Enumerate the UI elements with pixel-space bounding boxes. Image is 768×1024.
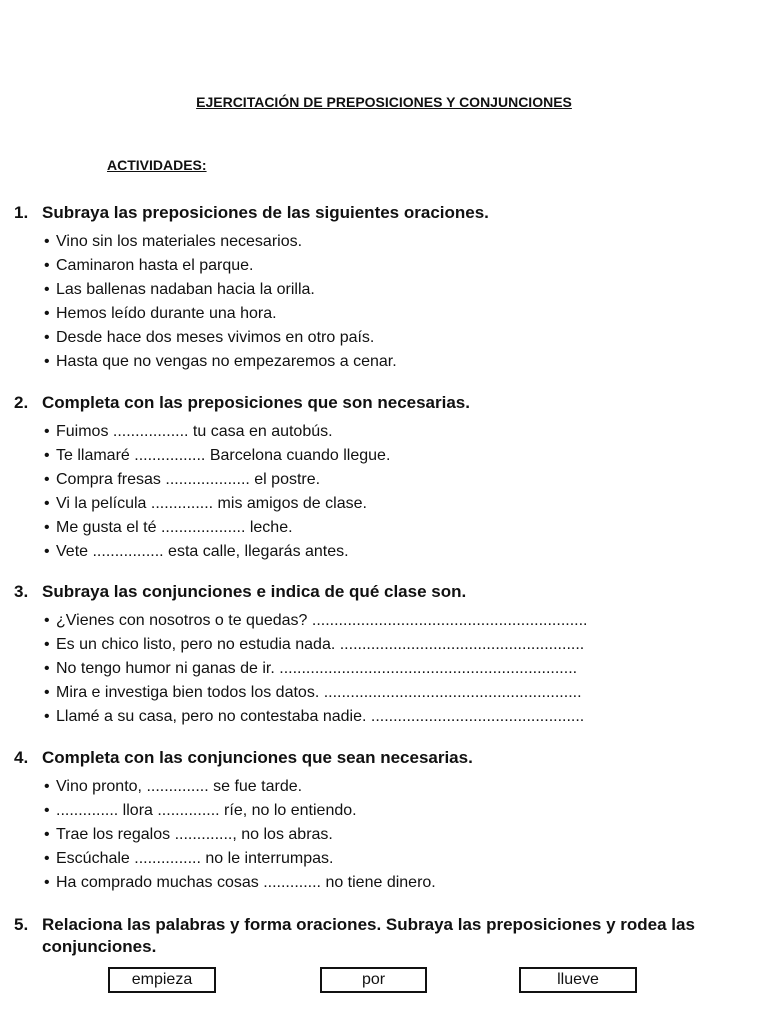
section-instruction: Completa con las conjunciones que sean necesarias.: [42, 748, 473, 767]
list-item: • Mira e investiga bien todos los datos. ..........................................................: [44, 681, 754, 705]
list-item: • Vino pronto, .............. se fue tarde.: [44, 775, 754, 799]
list-item: • No tengo humor ni ganas de ir. ...................................................................: [44, 657, 754, 681]
bullet-icon: •: [44, 257, 50, 274]
exercise-list: [14, 775, 754, 895]
section-heading: [14, 914, 754, 958]
list-item: • Hemos leído durante una hora.: [44, 302, 754, 326]
list-item: • Me gusta el té ................... leche.: [44, 516, 754, 540]
activities-label: ACTIVIDADES:: [107, 157, 207, 173]
list-item: • Trae los regalos ............., no los abras.: [44, 823, 754, 847]
bullet-icon: •: [44, 708, 50, 725]
bullet-icon: •: [44, 305, 50, 322]
list-item: • Compra fresas ................... el postre.: [44, 468, 754, 492]
page-title: EJERCITACIÓN DE PREPOSICIONES Y CONJUNCIONES: [196, 94, 572, 110]
list-item: • Te llamaré ................ Barcelona cuando llegue.: [44, 444, 754, 468]
section-number: 3.: [14, 582, 29, 601]
bullet-icon: •: [44, 874, 50, 891]
list-item: • Vete ................ esta calle, llegarás antes.: [44, 540, 754, 564]
section-number: 4.: [14, 748, 29, 767]
list-item: • Escúchale ............... no le interrumpas.: [44, 847, 754, 871]
bullet-icon: •: [44, 802, 50, 819]
bullet-icon: •: [44, 826, 50, 843]
section-heading: [14, 202, 754, 224]
list-item: • Desde hace dos meses vivimos en otro país.: [44, 326, 754, 350]
bullet-icon: •: [44, 543, 50, 560]
list-item: • .............. llora .............. ríe, no lo entiendo.: [44, 799, 754, 823]
section-number: 2.: [14, 393, 29, 412]
bullet-icon: •: [44, 329, 50, 346]
bullet-icon: •: [44, 660, 50, 677]
section-1: [14, 202, 754, 374]
bullet-icon: •: [44, 447, 50, 464]
section-number: 5.: [14, 915, 29, 934]
bullet-icon: •: [44, 423, 50, 440]
bullet-icon: •: [44, 850, 50, 867]
bullet-icon: •: [44, 684, 50, 701]
list-item: • Las ballenas nadaban hacia la orilla.: [44, 278, 754, 302]
section-5: [14, 914, 754, 958]
bullet-icon: •: [44, 471, 50, 488]
list-item: • Ha comprado muchas cosas ............. no tiene dinero.: [44, 871, 754, 895]
section-3: [14, 581, 754, 729]
section-heading: [14, 747, 754, 769]
bullet-icon: •: [44, 233, 50, 250]
bullet-icon: •: [44, 519, 50, 536]
exercise-list: [14, 609, 754, 729]
exercise-list: [14, 230, 754, 374]
bullet-icon: •: [44, 281, 50, 298]
list-item: • ¿Vienes con nosotros o te quedas? ..............................................................: [44, 609, 754, 633]
list-item: • Llamé a su casa, pero no contestaba nadie. ................................................: [44, 705, 754, 729]
section-2: [14, 392, 754, 564]
bullet-icon: •: [44, 612, 50, 629]
section-instruction: Subraya las conjunciones e indica de qué clase son.: [42, 582, 467, 601]
section-heading: [14, 392, 754, 414]
section-instruction: Relaciona las palabras y forma oraciones. Subraya las preposiciones y rodea las conjunciones.: [42, 915, 695, 956]
bullet-icon: •: [44, 778, 50, 795]
list-item: • Vino sin los materiales necesarios.: [44, 230, 754, 254]
list-item: • Hasta que no vengas no empezaremos a cenar.: [44, 350, 754, 374]
exercise-list: [14, 420, 754, 564]
word-box-empieza: empieza: [108, 967, 216, 993]
list-item: • Fuimos ................. tu casa en autobús.: [44, 420, 754, 444]
bullet-icon: •: [44, 353, 50, 370]
section-4: [14, 747, 754, 895]
bullet-icon: •: [44, 495, 50, 512]
section-instruction: Subraya las preposiciones de las siguientes oraciones.: [42, 203, 489, 222]
bullet-icon: •: [44, 636, 50, 653]
list-item: • Es un chico listo, pero no estudia nada. .......................................................: [44, 633, 754, 657]
section-heading: [14, 581, 754, 603]
word-box-por: por: [320, 967, 427, 993]
list-item: • Vi la película .............. mis amigos de clase.: [44, 492, 754, 516]
section-instruction: Completa con las preposiciones que son necesarias.: [42, 393, 470, 412]
word-boxes: [0, 967, 768, 997]
list-item: • Caminaron hasta el parque.: [44, 254, 754, 278]
section-number: 1.: [14, 203, 29, 222]
word-box-llueve: llueve: [519, 967, 637, 993]
